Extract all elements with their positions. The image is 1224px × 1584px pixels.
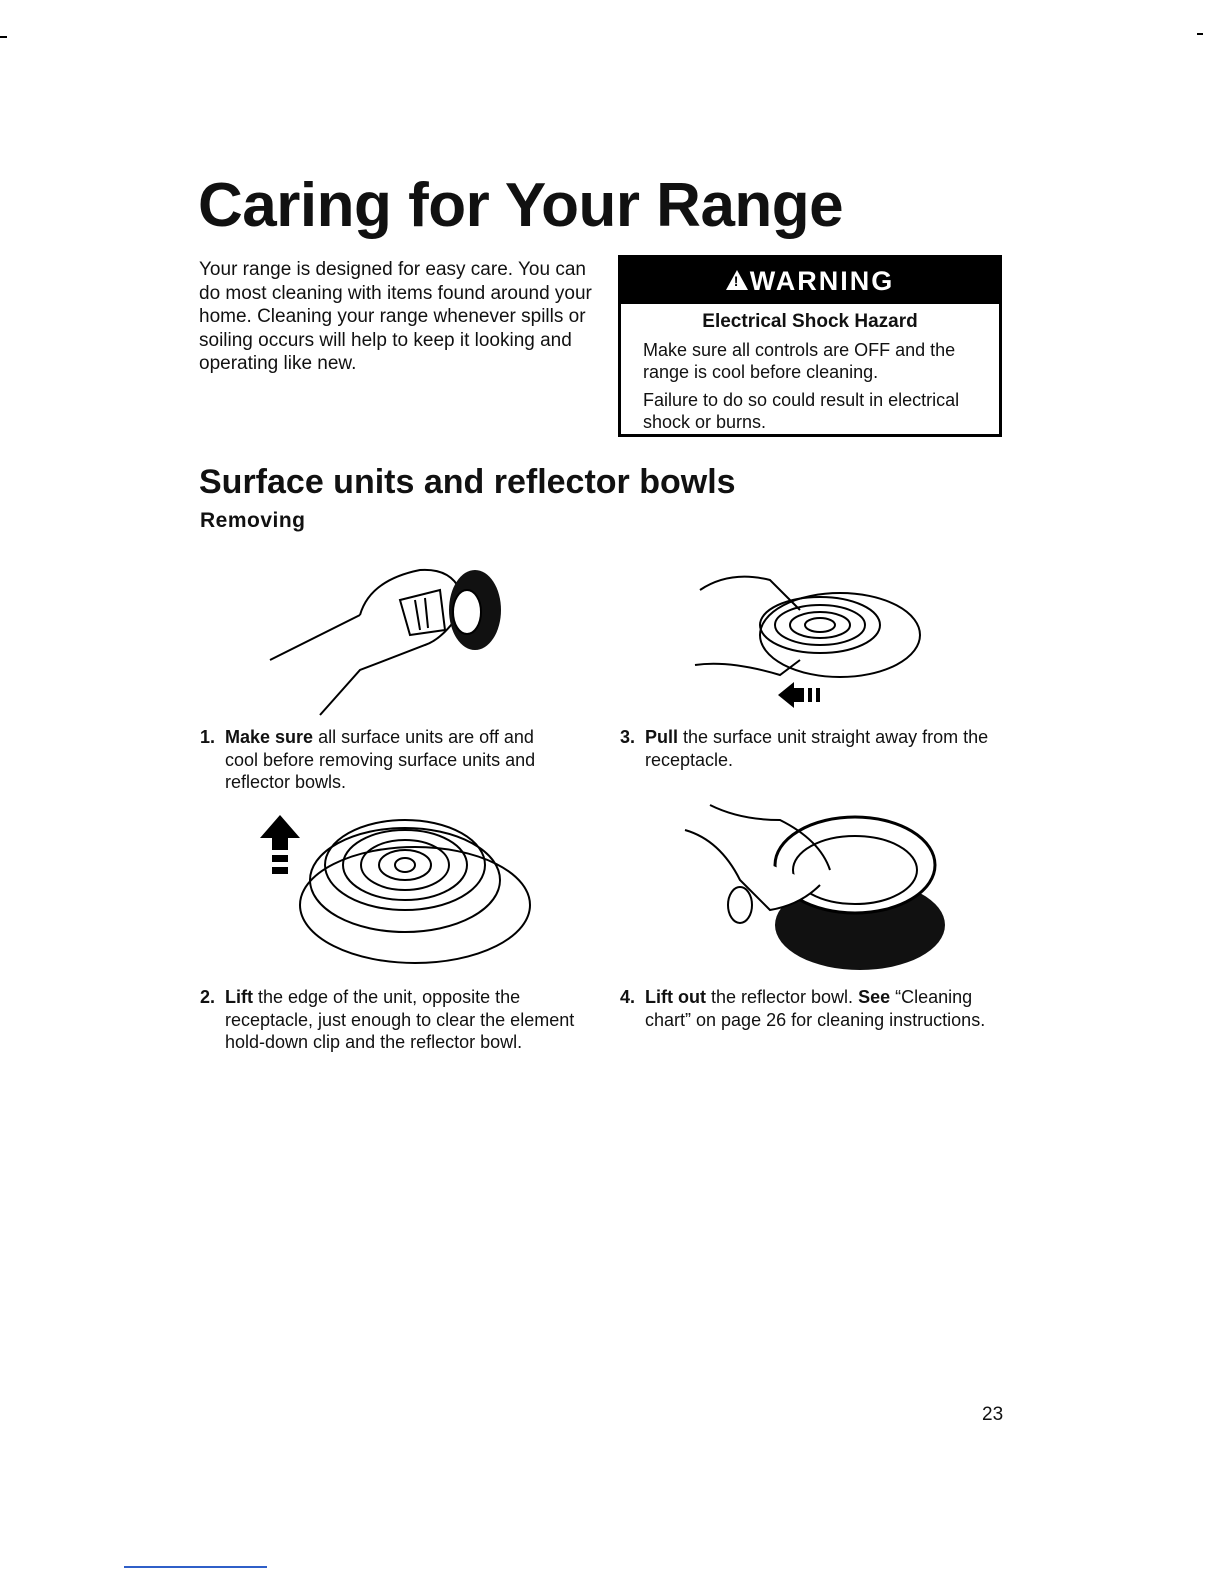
warning-header	[621, 258, 999, 304]
warning-triangle-icon	[726, 270, 748, 290]
page-number: 23	[982, 1404, 1004, 1425]
warning-label: WARNING	[749, 265, 895, 296]
step-bold: Lift	[225, 987, 253, 1007]
step-number: 3.	[620, 727, 636, 747]
lift-bowl-illustration	[680, 790, 950, 975]
step-4	[620, 986, 1020, 1036]
step-rest: all surface units are off and cool before removing surface units and reflector bowls.	[225, 727, 536, 792]
step-bold: Pull	[645, 727, 679, 747]
step-text	[645, 726, 995, 771]
step-1	[200, 726, 580, 796]
step-rest-2: “Cleaning chart” on page 26 for cleaning instructions.	[645, 987, 986, 1030]
step-bold-2: See	[858, 987, 891, 1007]
step-text	[225, 726, 570, 794]
step-text	[225, 986, 575, 1054]
page-title: Caring for Your Range	[198, 171, 844, 240]
step-bold: Lift out	[645, 987, 706, 1007]
step-rest: the reflector bowl.	[705, 987, 859, 1007]
warning-box	[618, 255, 1002, 437]
corner-mark-right	[1197, 33, 1203, 35]
subsection-title: Removing	[200, 509, 306, 532]
step-rest: the surface unit straight away from the receptacle.	[645, 727, 989, 770]
step-number: 4.	[620, 987, 636, 1007]
step-bold: Make sure	[225, 727, 314, 747]
step-2	[200, 986, 580, 1078]
warning-text-1: Make sure all controls are OFF and the range is cool before cleaning.	[643, 340, 956, 382]
step-text	[645, 986, 1017, 1031]
warning-subtitle: Electrical Shock Hazard	[702, 311, 918, 332]
step-number: 1.	[200, 727, 216, 747]
step-number: 2.	[200, 987, 216, 1007]
section-title: Surface units and reflector bowls	[199, 463, 736, 501]
intro-paragraph: Your range is designed for easy care. You can do most cleaning with items found around your home. Cleaning your range whenever spills or soiling occurs will help to keep it looking and operating like new.	[199, 259, 592, 374]
lift-unit-illustration	[255, 810, 525, 970]
step-rest: the edge of the unit, opposite the receptacle, just enough to clear the element hold-down clip and the reflector bowl.	[225, 987, 575, 1052]
hand-knob-illustration	[260, 560, 510, 720]
footer-rule	[124, 1566, 267, 1568]
corner-mark-left	[0, 36, 7, 38]
pull-unit-illustration	[690, 550, 930, 725]
step-3	[620, 726, 1000, 776]
warning-text-2: Failure to do so could result in electrical shock or burns.	[643, 390, 960, 432]
